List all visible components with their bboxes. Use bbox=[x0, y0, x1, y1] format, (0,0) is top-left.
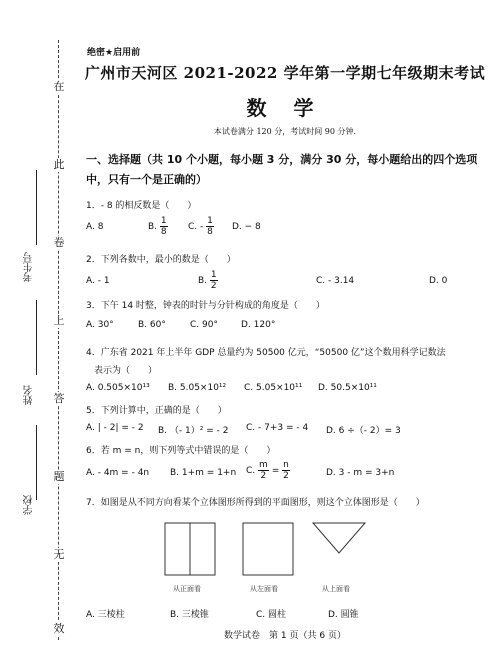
option-d: D. 3 - m = 3+n bbox=[326, 468, 395, 478]
question-stem: 6．若 m = n，则下列等式中错误的是（ ） bbox=[86, 446, 276, 456]
seal-char: 题 bbox=[53, 470, 65, 483]
left-view-rect bbox=[243, 523, 293, 575]
subject-title: 数 学 bbox=[246, 96, 324, 120]
option-a: A. | - 2| = - 2 bbox=[86, 423, 144, 433]
exam-note: 本试卷满分 120 分，考试时间 90 分钟. bbox=[213, 127, 357, 136]
top-view-triangle bbox=[313, 523, 365, 553]
school-label: 学校 bbox=[24, 495, 35, 515]
option-b: B. $\frac{1}{2}$ bbox=[198, 270, 217, 291]
name-label: 姓名 bbox=[24, 385, 35, 405]
option-d: D. − 8 bbox=[232, 222, 261, 232]
option-b: B. 5.05×10¹² bbox=[168, 383, 227, 393]
left-view-label: 从左面看 bbox=[250, 585, 278, 593]
question-stem-continued: 表示为（ ） bbox=[94, 366, 158, 376]
option-a: A. 三棱柱 bbox=[86, 610, 125, 620]
student-id-line bbox=[36, 170, 37, 245]
front-view-figure bbox=[164, 522, 224, 578]
name-line bbox=[36, 300, 37, 375]
question-stem: 3．下午 14 时整，钟表的时针与分针构成的角度是（ ） bbox=[86, 301, 325, 311]
option-b: B. （- 1）² = - 2 bbox=[158, 426, 229, 436]
option-b: B. 1+m = 1+n bbox=[170, 468, 237, 478]
option-c: C. - 7+3 = - 4 bbox=[246, 423, 309, 433]
seal-char: 此 bbox=[53, 158, 65, 171]
option-a: A. 8 bbox=[86, 222, 104, 232]
secret-mark: 绝密★启用前 bbox=[87, 48, 141, 58]
seal-char: 无 bbox=[53, 548, 65, 561]
top-view-figure bbox=[312, 522, 368, 556]
option-b: B. $\frac{1}{8}$ bbox=[148, 216, 167, 237]
seal-char: 答 bbox=[53, 392, 65, 405]
option-a: A. - 1 bbox=[86, 276, 110, 286]
option-a: A. 30° bbox=[86, 320, 114, 330]
student-id-label: 考生号 bbox=[24, 252, 35, 282]
left-view-figure bbox=[242, 522, 298, 578]
option-c: C. $\frac{m}{2}$ = $\frac{n}{2}$ bbox=[246, 460, 289, 481]
exam-title: 广州市天河区 2021-2022 学年第一学期七年级期末考试 bbox=[84, 64, 486, 82]
question-stem: 5．下列计算中，正确的是（ ） bbox=[86, 406, 227, 416]
option-c: C. - $\frac{1}{8}$ bbox=[188, 216, 213, 237]
section-heading: 一、选择题（共 10 个小题，每小题 3 分，满分 30 分，每小题给出的四个选项中，只有一个是正确的） bbox=[86, 153, 478, 186]
front-view-label: 从正面看 bbox=[173, 585, 201, 593]
option-b: B. 60° bbox=[138, 320, 166, 330]
top-view-label: 从上面看 bbox=[322, 585, 350, 593]
binding-margin bbox=[0, 0, 70, 650]
option-c: C. 90° bbox=[190, 320, 218, 330]
seal-char: 在 bbox=[53, 80, 65, 93]
question-stem: 4．广东省 2021 年上半年 GDP 总量约为 50500 亿元，“50500 亿”这个数用科学记数法 bbox=[86, 348, 446, 358]
seal-char: 卷 bbox=[53, 236, 65, 249]
option-c: C. - 3.14 bbox=[316, 276, 355, 286]
page-footer: 数学试卷 第 1 页（共 6 页） bbox=[224, 631, 346, 641]
option-d: D. 6 ÷（- 2）= 3 bbox=[326, 426, 401, 436]
option-d: D. 0 bbox=[429, 276, 448, 286]
option-d: D. 50.5×10¹¹ bbox=[318, 383, 377, 393]
option-a: A. - 4m = - 4n bbox=[86, 468, 150, 478]
question-stem: 2．下列各数中，最小的数是（ ） bbox=[86, 255, 236, 265]
option-d: D. 120° bbox=[241, 320, 276, 330]
seal-char: 效 bbox=[53, 622, 65, 635]
option-b: B. 三棱锥 bbox=[170, 610, 209, 620]
option-d: D. 圆锥 bbox=[328, 610, 359, 620]
question-stem: 7．如图是从不同方向看某个立体图形所得到的平面图形，则这个立体图形是（ ） bbox=[86, 498, 425, 508]
seal-char: 上 bbox=[53, 314, 65, 327]
option-c: C. 圆柱 bbox=[256, 610, 287, 620]
school-line bbox=[36, 425, 37, 500]
option-a: A. 0.505×10¹³ bbox=[86, 383, 150, 393]
option-c: C. 5.05×10¹¹ bbox=[244, 383, 303, 393]
question-stem: 1．- 8 的相反数是（ ） bbox=[86, 201, 197, 211]
